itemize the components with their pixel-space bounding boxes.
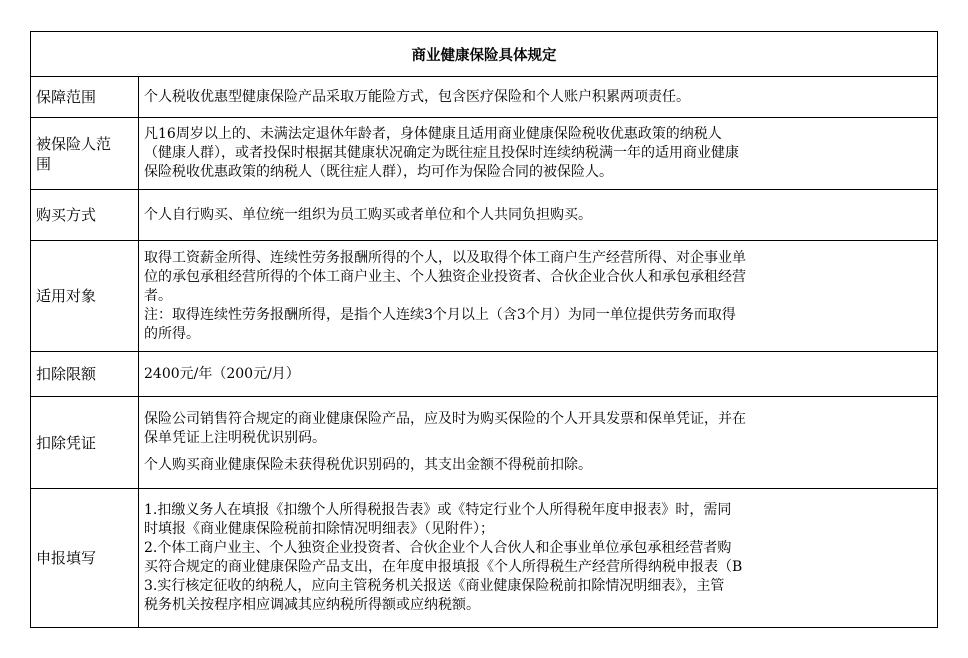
regulation-table <box>30 31 938 628</box>
table-row-deduction-voucher <box>31 397 937 489</box>
table-row-filing <box>31 489 937 627</box>
text-line: 3.实行核定征收的纳税人，应向主管税务机关报送《商业健康保险税前扣除情况明细表》，主管 <box>144 578 725 594</box>
row-value-purchase-method <box>140 190 937 240</box>
paragraph-gap <box>144 448 933 456</box>
row-label-deduction-limit: 扣除限额 <box>31 352 139 396</box>
row-label-deduction-voucher: 扣除凭证 <box>31 397 139 488</box>
row-label-filing: 申报填写 <box>31 489 139 627</box>
row-label-insured-scope <box>31 118 139 189</box>
text-line: 位的承包承租经营所得的个体工商户业主、个人独资企业投资者、合伙企业合伙人和承包承租经营 <box>144 268 746 285</box>
row-value-insured-scope <box>140 118 937 189</box>
table-title: 商业健康保险具体规定 <box>411 47 557 64</box>
table-row-insured-scope <box>31 118 937 190</box>
text-line: 个人购买商业健康保险未获得税优识别码的，其支出金额不得税前扣除。 <box>144 457 592 473</box>
table-row-applicable-persons <box>31 241 937 352</box>
text-line: 保险税收优惠政策的纳税人（既往症人群），均可作为保险合同的被保险人。 <box>144 164 613 180</box>
title-row <box>31 32 937 77</box>
text-line: （健康人群），或者投保时根据其健康状况确定为既往症且投保时连续纳税满一年的适用商业健康 <box>144 145 739 161</box>
text-line: 时填报《商业健康保险税前扣除情况明细表》（见附件）； <box>144 521 494 537</box>
text-line: 2400元/年（200元/月） <box>144 365 300 382</box>
label-line: 围 <box>36 154 52 173</box>
table-row-deduction-limit <box>31 352 937 397</box>
text-line: 个人税收优惠型健康保险产品采取万能险方式，包含医疗保险和个人账户积累两项责任。 <box>144 88 690 105</box>
text-line: 保险公司销售符合规定的商业健康保险产品，应及时为购买保险的个人开具发票和保单凭证，并在 <box>144 411 746 427</box>
text-line: 2.个体工商户业主、个人独资企业投资者、合伙企业个人合伙人和企事业单位承包承租经营者购 <box>144 540 732 556</box>
text-line: 的所得。 <box>144 325 200 342</box>
table-row-coverage <box>31 77 937 118</box>
text-line: 税务机关按程序相应调减其应纳税所得额或应纳税额。 <box>144 597 480 613</box>
text-line: 保单凭证上注明税优识别码。 <box>144 430 326 446</box>
text-line: 1.扣缴义务人在填报《扣缴个人所得税报告表》或《特定行业个人所得税年度申报表》时，需同 <box>144 502 732 518</box>
text-line: 买符合规定的商业健康保险产品支出，在年度申报填报《个人所得税生产经营所得纳税申报表（B <box>144 559 743 575</box>
row-value-filing <box>140 489 937 627</box>
row-value-coverage <box>140 77 937 117</box>
label-line: 被保险人范 <box>36 134 112 153</box>
row-value-applicable-persons <box>140 241 937 351</box>
row-label-coverage: 保障范围 <box>31 77 139 117</box>
text-line: 个人自行购买、单位统一组织为员工购买或者单位和个人共同负担购买。 <box>144 206 592 223</box>
table-row-purchase-method <box>31 190 937 241</box>
row-value-deduction-limit <box>140 352 937 396</box>
row-value-deduction-voucher <box>140 397 937 488</box>
text-line: 者。 <box>144 287 172 304</box>
text-line: 取得工资薪金所得、连续性劳务报酬所得的个人，以及取得个体工商户生产经营所得、对企事业单 <box>144 249 746 266</box>
row-label-applicable-persons: 适用对象 <box>31 241 139 351</box>
row-label-purchase-method: 购买方式 <box>31 190 139 240</box>
text-line: 注：取得连续性劳务报酬所得，是指个人连续3个月以上（含3个月）为同一单位提供劳务而取得 <box>144 306 736 323</box>
text-line: 凡16周岁以上的、未满法定退休年龄者，身体健康且适用商业健康保险税收优惠政策的纳税人 <box>144 126 722 142</box>
row-label-text <box>36 134 111 174</box>
